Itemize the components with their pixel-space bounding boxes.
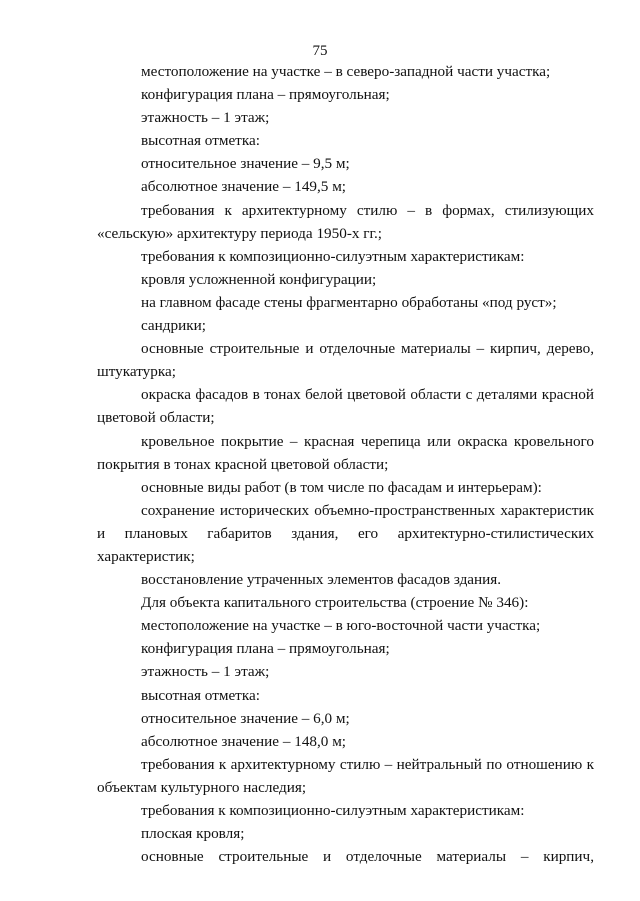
paragraph: относительное значение – 6,0 м;: [141, 709, 350, 727]
paragraph: требования к архитектурному стилю – в формах, стилизующих «сельскую» архитектуру периода 1950-х гг.;: [97, 201, 594, 242]
paragraph: высотная отметка:: [141, 686, 260, 704]
paragraph: окраска фасадов в тонах белой цветовой области с деталями красной цветовой области;: [97, 386, 594, 427]
paragraph: Для объекта капитального строительства (строение № 346):: [141, 594, 529, 612]
paragraph: местоположение на участке – в северо-западной части участка;: [141, 63, 551, 80]
paragraph: восстановление утраченных элементов фасадов здания.: [141, 571, 502, 589]
paragraph: основные виды работ (в том числе по фасадам и интерьерам):: [141, 478, 542, 496]
paragraph: требования к композиционно-силуэтным характеристикам:: [141, 802, 525, 819]
paragraph: этажность – 1 этаж;: [141, 109, 270, 127]
paragraph: относительное значение – 9,5 м;: [141, 155, 350, 173]
paragraph: сандрики;: [141, 317, 206, 335]
paragraph: требования к архитектурному стилю – нейтральный по отношению к объектам культурного наследия;: [97, 755, 594, 796]
paragraph: местоположение на участке – в юго-восточной части участка;: [141, 617, 541, 635]
paragraph: сохранение исторических объемно-пространственных характеристик и плановых габаритов здания, его архитектурно-стилистических характеристик;: [97, 501, 594, 565]
paragraph: абсолютное значение – 149,5 м;: [141, 178, 347, 196]
paragraph: основные строительные и отделочные материалы – кирпич, дерево, штукатурка;: [97, 340, 594, 381]
paragraph: основные строительные и отделочные материалы – кирпич,: [141, 848, 594, 866]
paragraph: конфигурация плана – прямоугольная;: [141, 640, 390, 658]
paragraph: требования к композиционно-силуэтным характеристикам:: [141, 247, 525, 265]
paragraph: абсолютное значение – 148,0 м;: [141, 732, 347, 750]
paragraph: кровельное покрытие – красная черепица или окраска кровельного покрытия в тонах красной цветовой области;: [97, 432, 594, 473]
page-number: 75: [312, 43, 328, 59]
paragraph: конфигурация плана – прямоугольная;: [141, 86, 390, 104]
document-body: [97, 60, 594, 868]
paragraph: этажность – 1 этаж;: [141, 663, 270, 681]
paragraph: кровля усложненной конфигурации;: [141, 270, 377, 288]
paragraph: высотная отметка:: [141, 132, 260, 150]
paragraph: на главном фасаде стены фрагментарно обработаны «под руст»;: [141, 293, 557, 311]
paragraph: плоская кровля;: [141, 825, 245, 843]
